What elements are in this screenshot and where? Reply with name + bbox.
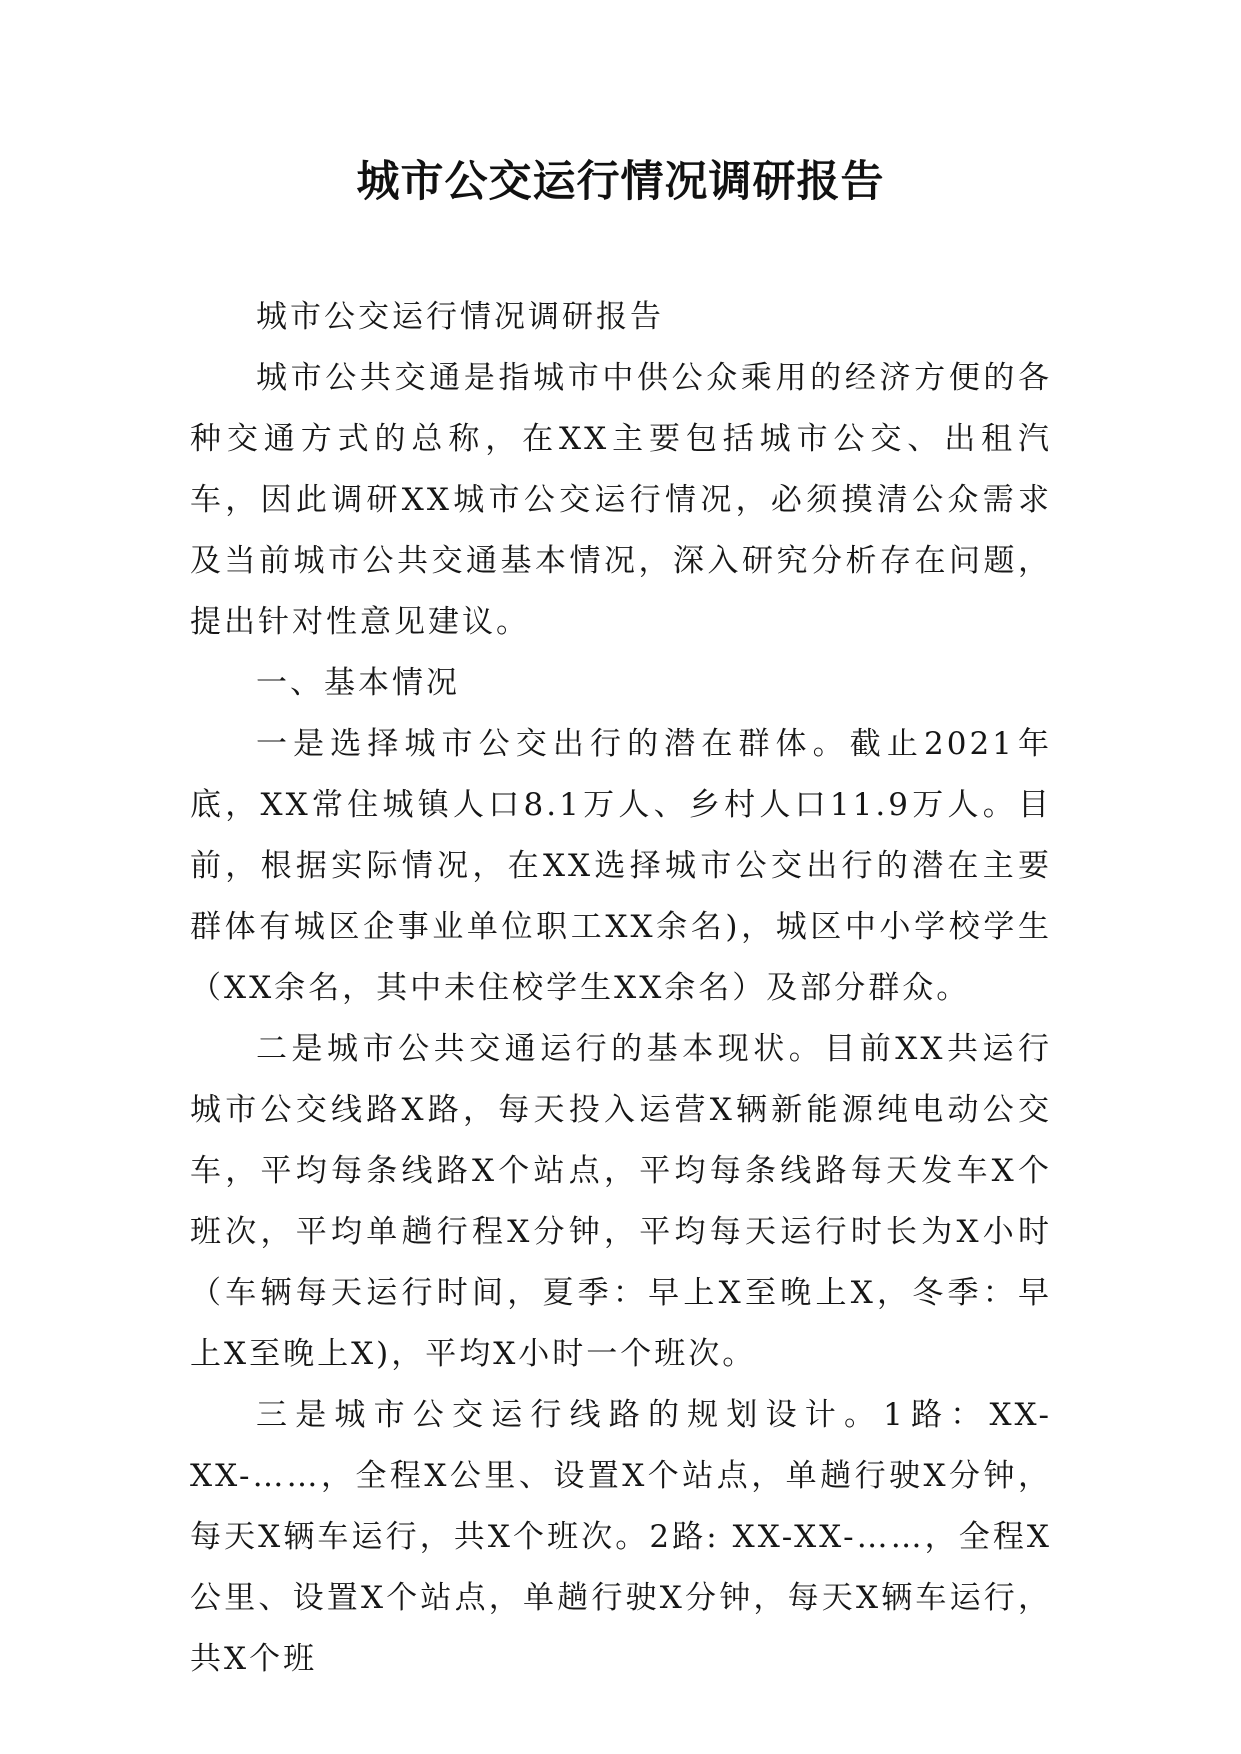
paragraph-intro: 城市公共交通是指城市中供公众乘用的经济方便的各种交通方式的总称，在XX主要包括城市公交、出租汽车，因此调研XX城市公交运行情况，必须摸清公众需求及当前城市公共交通基本情况，深入研究分析存在问题，提出针对性意见建议。 xyxy=(190,360,1052,640)
paragraph-subtitle: 城市公交运行情况调研报告 xyxy=(256,299,664,335)
paragraph-route-planning: 三是城市公交运行线路的规划设计。1路：XX-XX-……，全程X公里、设置X个站点，单趟行驶X分钟，每天X辆车运行，共X个班次。2路: XX-XX-……，全程X公里、设置X个站点，单趟行驶X分钟，每天X辆车运行，共X个班 xyxy=(190,1397,1052,1677)
document-body xyxy=(190,287,1052,1690)
paragraph-current-status: 二是城市公共交通运行的基本现状。目前XX共运行城市公交线路X路，每天投入运营X辆新能源纯电动公交车，平均每条线路X个站点，平均每条线路每天发车X个班次，平均单趟行程X分钟，平均每天运行时长为X小时（车辆每天运行时间，夏季：早上X至晚上X，冬季：早上X至晚上X)，平均X小时一个班次。 xyxy=(190,1031,1052,1372)
paragraph-potential-groups: 一是选择城市公交出行的潜在群体。截止2021年底，XX常住城镇人口8.1万人、乡村人口11.9万人。目前，根据实际情况，在XX选择城市公交出行的潜在主要群体有城区企事业单位职工XX余名)，城区中小学校学生（XX余名，其中未住校学生XX余名）及部分群众。 xyxy=(190,726,1052,1006)
section-heading-basic-situation: 一、基本情况 xyxy=(256,665,460,701)
document-title: 城市公交运行情况调研报告 xyxy=(356,157,885,207)
